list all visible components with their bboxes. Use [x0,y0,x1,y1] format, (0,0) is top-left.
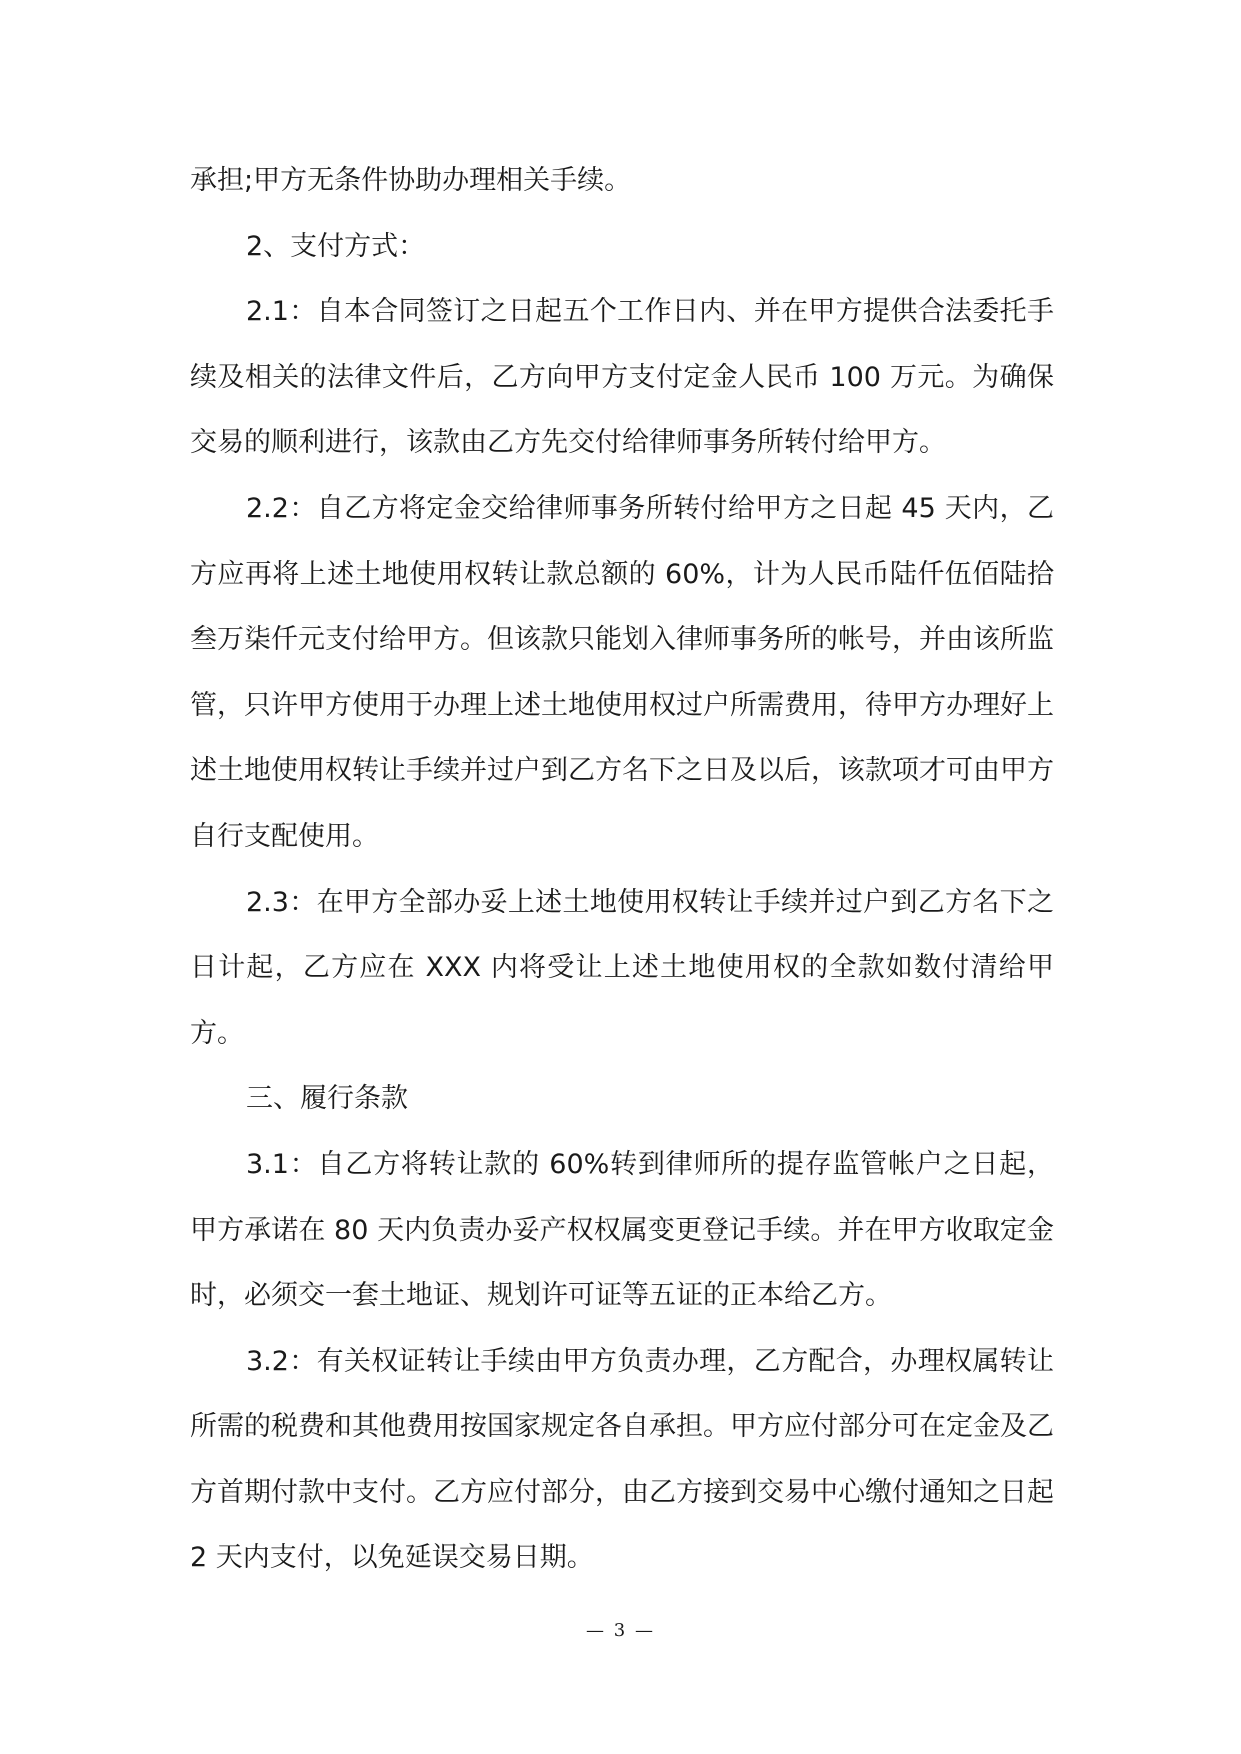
paragraph-clause-3-2: 3.2：有关权证转让手续由甲方负责办理，乙方配合，办理权属转让所需的税费和其他费用按国家规定各自承担。甲方应付部分可在定金及乙方首期付款中支付。乙方应付部分，由乙方接到交易中心缴付通知之日起 2 天内支付，以免延误交易日期。 [190,1345,1054,1574]
paragraph-performance-heading: 三、履行条款 [246,1083,408,1115]
paragraph-clause-3-1: 3.1：自乙方将转让款的 60%转到律师所的提存监管帐户之日起，甲方承诺在 80 天内负责办妥产权权属变更登记手续。并在甲方收取定金时，必须交一套土地证、规划许可证等五证的正本给乙方。 [190,1148,1054,1312]
paragraph-continuation: 承担;甲方无条件协助办理相关手续。 [190,165,632,196]
paragraph-clause-2-3: 2.3：在甲方全部办妥上述土地使用权转让手续并过户到乙方名下之日计起，乙方应在 XXX 内将受让上述土地使用权的全款如数付清给甲方。 [190,886,1054,1049]
paragraph-clause-2-1: 2.1：自本合同签订之日起五个工作日内、并在甲方提供合法委托手续及相关的法律文件后，乙方向甲方支付定金人民币 100 万元。为确保交易的顺利进行，该款由乙方先交付给律师事务所转付给甲方。 [190,296,1054,459]
page-number: — 3 — [586,1620,655,1641]
document-body [190,148,1054,1591]
paragraph-payment-method-heading: 2、支付方式： [246,230,426,262]
paragraph-clause-2-2: 2.2：自乙方将定金交给律师事务所转付给甲方之日起 45 天内，乙方应再将上述土地使用权转让款总额的 60%，计为人民币陆仟伍佰陆拾叁万柒仟元支付给甲方。但该款只能划入律师事务所的帐号，并由该所监管，只许甲方使用于办理上述土地使用权过户所需费用，待甲方办理好上述土地使用权转让手续并过户到乙方名下之日及以后，该款项才可由甲方自行支配使用。 [190,492,1054,852]
